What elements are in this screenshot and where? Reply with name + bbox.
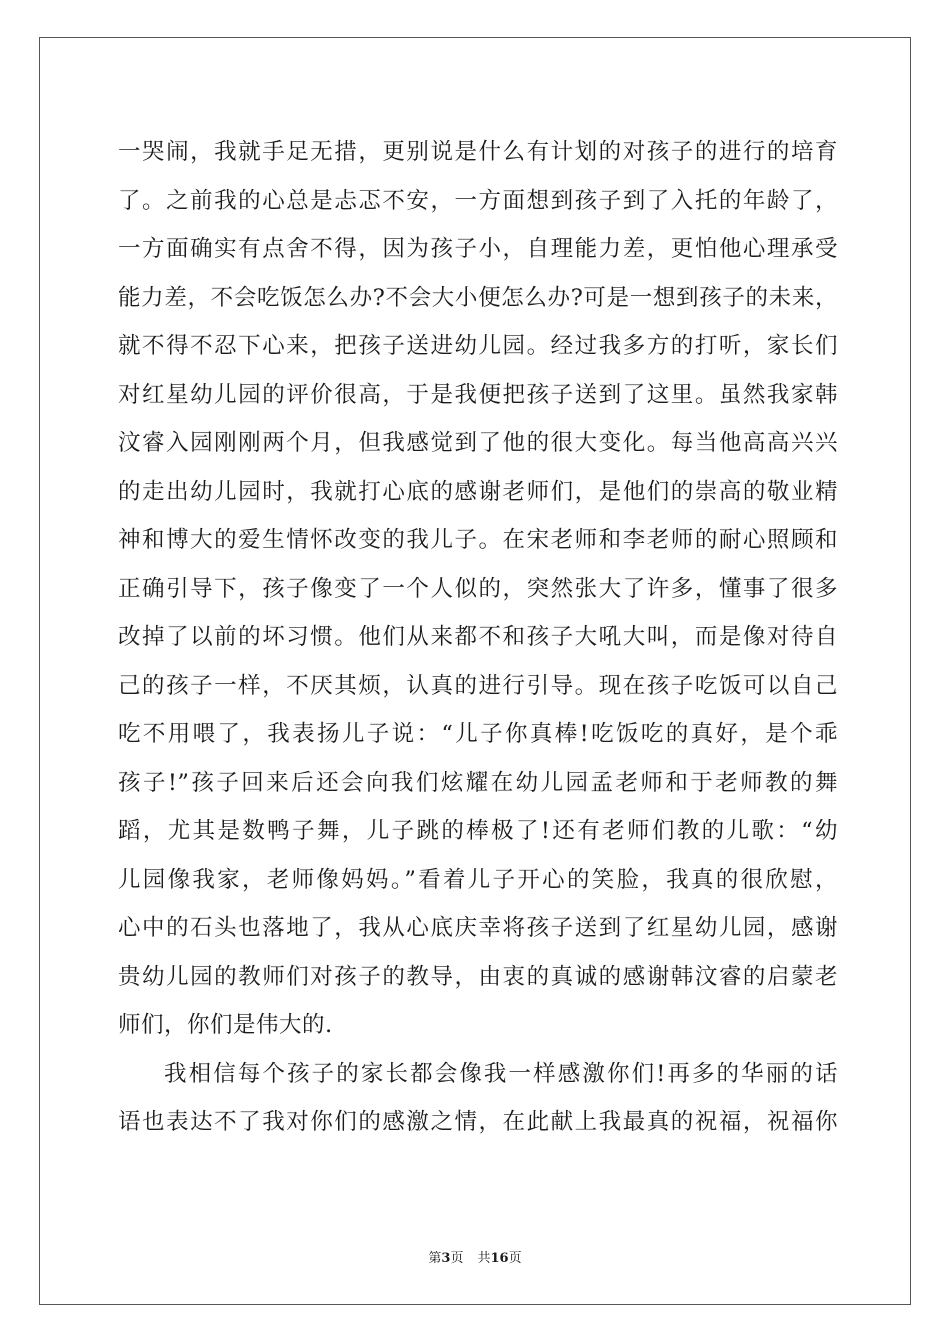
- text-line: 改掉了以前的坏习惯。他们从来都不和孩子大吼大叫，而是像对待自: [118, 624, 838, 650]
- text-line: 儿园像我家，老师像妈妈。”看着儿子开心的笑脸，我真的很欣慰，: [118, 866, 838, 893]
- text-line: 汶睿入园刚刚两个月，但我感觉到了他的很大变化。每当他高高兴兴: [118, 430, 838, 456]
- text-line: 的走出幼儿园时，我就打心底的感谢老师们，是他们的崇高的敬业精: [118, 478, 838, 505]
- text-line: 一方面确实有点舍不得，因为孩子小，自理能力差，更怕他心理承受: [118, 236, 838, 262]
- text-line: 语也表达不了我对你们的感激之情，在此献上我最真的祝福，祝福你: [118, 1109, 838, 1135]
- paragraph-1: [118, 128, 838, 1050]
- total-pages: 16: [490, 1251, 509, 1266]
- page-suffix: 页: [450, 1251, 464, 1266]
- paragraph-2: [118, 1050, 838, 1147]
- page-number: 3: [441, 1251, 451, 1266]
- page-footer: [0, 1247, 950, 1266]
- text-line: 一哭闹，我就手足无措，更别说是什么有计划的对孩子的进行的培育: [118, 139, 838, 165]
- text-line: 对红星幼儿园的评价很高，于是我便把孩子送到了这里。虽然我家韩: [118, 381, 838, 408]
- text-line: 能力差，不会吃饭怎么办?不会大小便怎么办?可是一想到孩子的未来，: [118, 284, 838, 311]
- text-line: 贵幼儿园的教师们对孩子的教导，由衷的真诚的感谢韩汶睿的启蒙老: [118, 963, 838, 990]
- text-line: 孩子!”孩子回来后还会向我们炫耀在幼儿园孟老师和于老师教的舞: [118, 769, 838, 796]
- text-line: 我相信每个孩子的家长都会像我一样感激你们!再多的华丽的话: [164, 1060, 838, 1087]
- text-line: 蹈，尤其是数鸭子舞，儿子跳的棒极了!还有老师们教的儿歌：“幼: [118, 818, 838, 844]
- total-suffix: 页: [508, 1251, 522, 1266]
- text-line: 了。之前我的心总是忐忑不安，一方面想到孩子到了入托的年龄了，: [118, 187, 838, 214]
- text-line: 师们，你们是伟大的.: [118, 1012, 333, 1038]
- text-line: 心中的石头也落地了，我从心底庆幸将孩子送到了红星幼儿园，感谢: [118, 915, 838, 941]
- text-line: 己的孩子一样，不厌其烦，认真的进行引导。现在孩子吃饭可以自己: [118, 672, 838, 699]
- document-body: [118, 128, 838, 1147]
- text-line: 神和博大的爱生情怀改变的我儿子。在宋老师和李老师的耐心照顾和: [118, 527, 838, 553]
- text-line: 正确引导下，孩子像变了一个人似的，突然张大了许多，懂事了很多: [118, 575, 838, 602]
- total-prefix: 共: [477, 1251, 491, 1266]
- text-line: 就不得不忍下心来，把孩子送进幼儿园。经过我多方的打听，家长们: [118, 333, 838, 359]
- page-prefix: 第: [428, 1251, 442, 1266]
- text-line: 吃不用喂了，我表扬儿子说：“儿子你真棒!吃饭吃的真好，是个乖: [118, 721, 838, 747]
